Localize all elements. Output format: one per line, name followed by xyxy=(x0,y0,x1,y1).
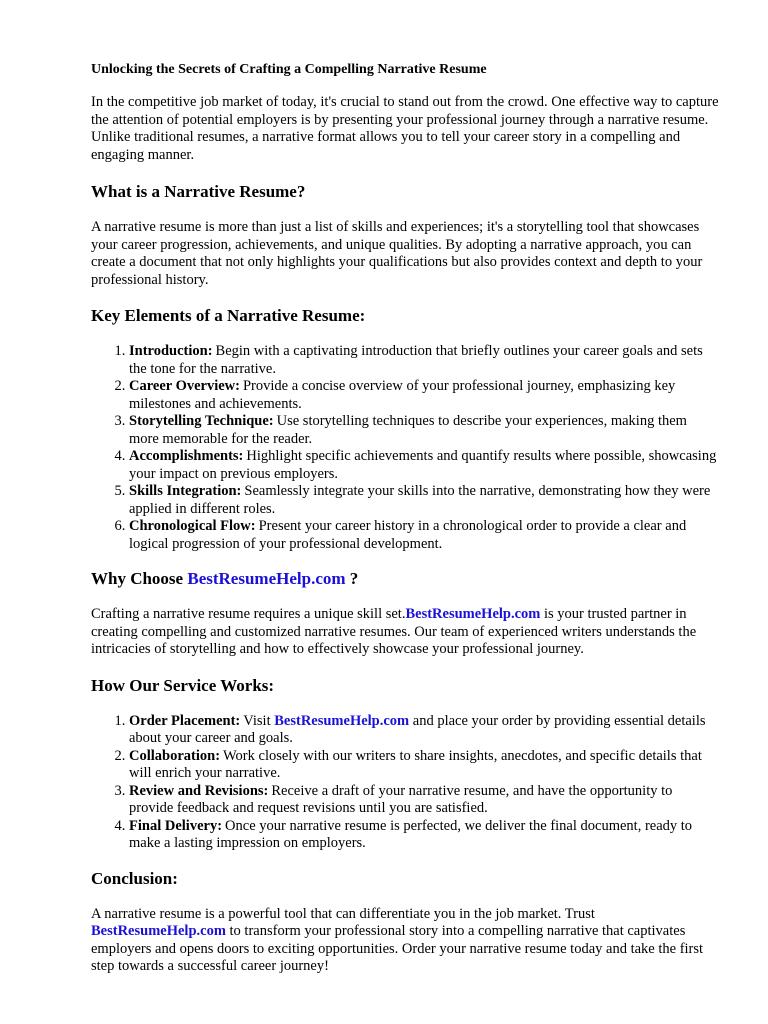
item-term: Final Delivery: xyxy=(129,817,223,834)
item-term: Order Placement: xyxy=(129,712,241,729)
item-term: Review and Revisions: xyxy=(129,782,269,799)
item-text: Provide a concise overview of your professional journey, emphasizing key milestones and achievements. xyxy=(129,378,676,412)
item-text: Receive a draft of your narrative resume, and have the opportunity to provide feedback and request revisions until you are satisfied. xyxy=(129,782,673,816)
list-item xyxy=(129,748,720,783)
item-term: Career Overview: xyxy=(129,378,240,394)
list-item xyxy=(129,713,720,748)
list-item xyxy=(129,783,720,818)
how-heading: How Our Service Works: xyxy=(91,675,275,695)
item-term: Storytelling Technique: xyxy=(129,413,274,429)
item-term: Introduction: xyxy=(129,343,213,359)
item-text: Highlight specific achievements and quantify results where possible, showcasing your impact on previous employers. xyxy=(129,448,717,482)
conclusion-before: A narrative resume is a powerful tool that can differentiate you in the job market. Trust xyxy=(91,905,595,922)
list-item xyxy=(129,378,720,413)
key-elements-heading: Key Elements of a Narrative Resume: xyxy=(91,306,366,325)
how-list xyxy=(91,713,720,853)
item-term: Accomplishments: xyxy=(129,448,244,464)
list-item xyxy=(129,448,720,483)
list-item xyxy=(129,818,720,853)
why-heading-prefix: Why Choose xyxy=(91,569,184,588)
item-text: Present your career history in a chronological order to provide a clear and logical progression of your professional development. xyxy=(129,518,687,552)
what-heading: What is a Narrative Resume? xyxy=(91,182,306,201)
intro-paragraph: In the competitive job market of today, it's crucial to stand out from the crowd. One effective way to capture the attention of potential employers is by presenting your professional journey through a narrative resume. Unlike traditional resumes, a narrative format allows you to tell your career story in a compelling and engaging manner. xyxy=(91,94,719,163)
document-title: Unlocking the Secrets of Crafting a Compelling Narrative Resume xyxy=(91,62,487,77)
why-heading-suffix: ? xyxy=(349,569,359,588)
item-text: Once your narrative resume is perfected, we deliver the final document, ready to make a lasting impression on employers. xyxy=(129,817,693,851)
conclusion-after: to transform your professional story into a compelling narrative that captivates employers and opens doors to exciting opportunities. Order your narrative resume today and take the first step towards a successful career journey! xyxy=(91,923,704,974)
item-text: Work closely with our writers to share insights, anecdotes, and specific details that will enrich your narrative. xyxy=(129,747,702,781)
why-body-before: Crafting a narrative resume requires a unique skill set. xyxy=(91,606,406,622)
conclusion-heading: Conclusion: xyxy=(91,868,178,888)
order-link[interactable]: BestResumeHelp.com xyxy=(274,712,410,729)
key-elements-list xyxy=(91,343,720,553)
list-item xyxy=(129,413,720,448)
list-item xyxy=(129,343,720,378)
item-text: and place your order by providing essential details about your career and goals. xyxy=(129,712,706,746)
why-paragraph xyxy=(91,606,720,659)
item-text: Use storytelling techniques to describe your experiences, making them more memorable for the reader. xyxy=(129,413,687,447)
item-before: Visit xyxy=(243,712,271,729)
item-text: Seamlessly integrate your skills into the narrative, demonstrating how they were applied in different roles. xyxy=(129,483,711,517)
what-paragraph: A narrative resume is more than just a list of skills and experiences; it's a storytelling tool that showcases your career progression, achievements, and unique qualities. By adopting a narrative approach, you can create a document that not only highlights your qualifications but also provides context and depth to your professional history. xyxy=(91,219,703,288)
conclusion-link[interactable]: BestResumeHelp.com xyxy=(91,923,226,939)
why-body-link[interactable]: BestResumeHelp.com xyxy=(405,606,541,622)
why-body-after: is your trusted partner in creating compelling and customized narrative resumes. Our team of experienced writers understands the intricacies of storytelling and how to effectively showcase your professional journey. xyxy=(91,606,697,657)
conclusion-paragraph xyxy=(91,906,720,976)
list-item xyxy=(129,483,720,518)
why-heading-link[interactable]: BestResumeHelp.com xyxy=(187,569,346,588)
item-text: Begin with a captivating introduction that briefly outlines your career goals and sets the tone for the narrative. xyxy=(129,343,703,377)
item-term: Chronological Flow: xyxy=(129,518,256,534)
item-term: Skills Integration: xyxy=(129,483,242,499)
list-item xyxy=(129,518,720,553)
item-term: Collaboration: xyxy=(129,747,221,764)
why-heading xyxy=(91,569,720,589)
